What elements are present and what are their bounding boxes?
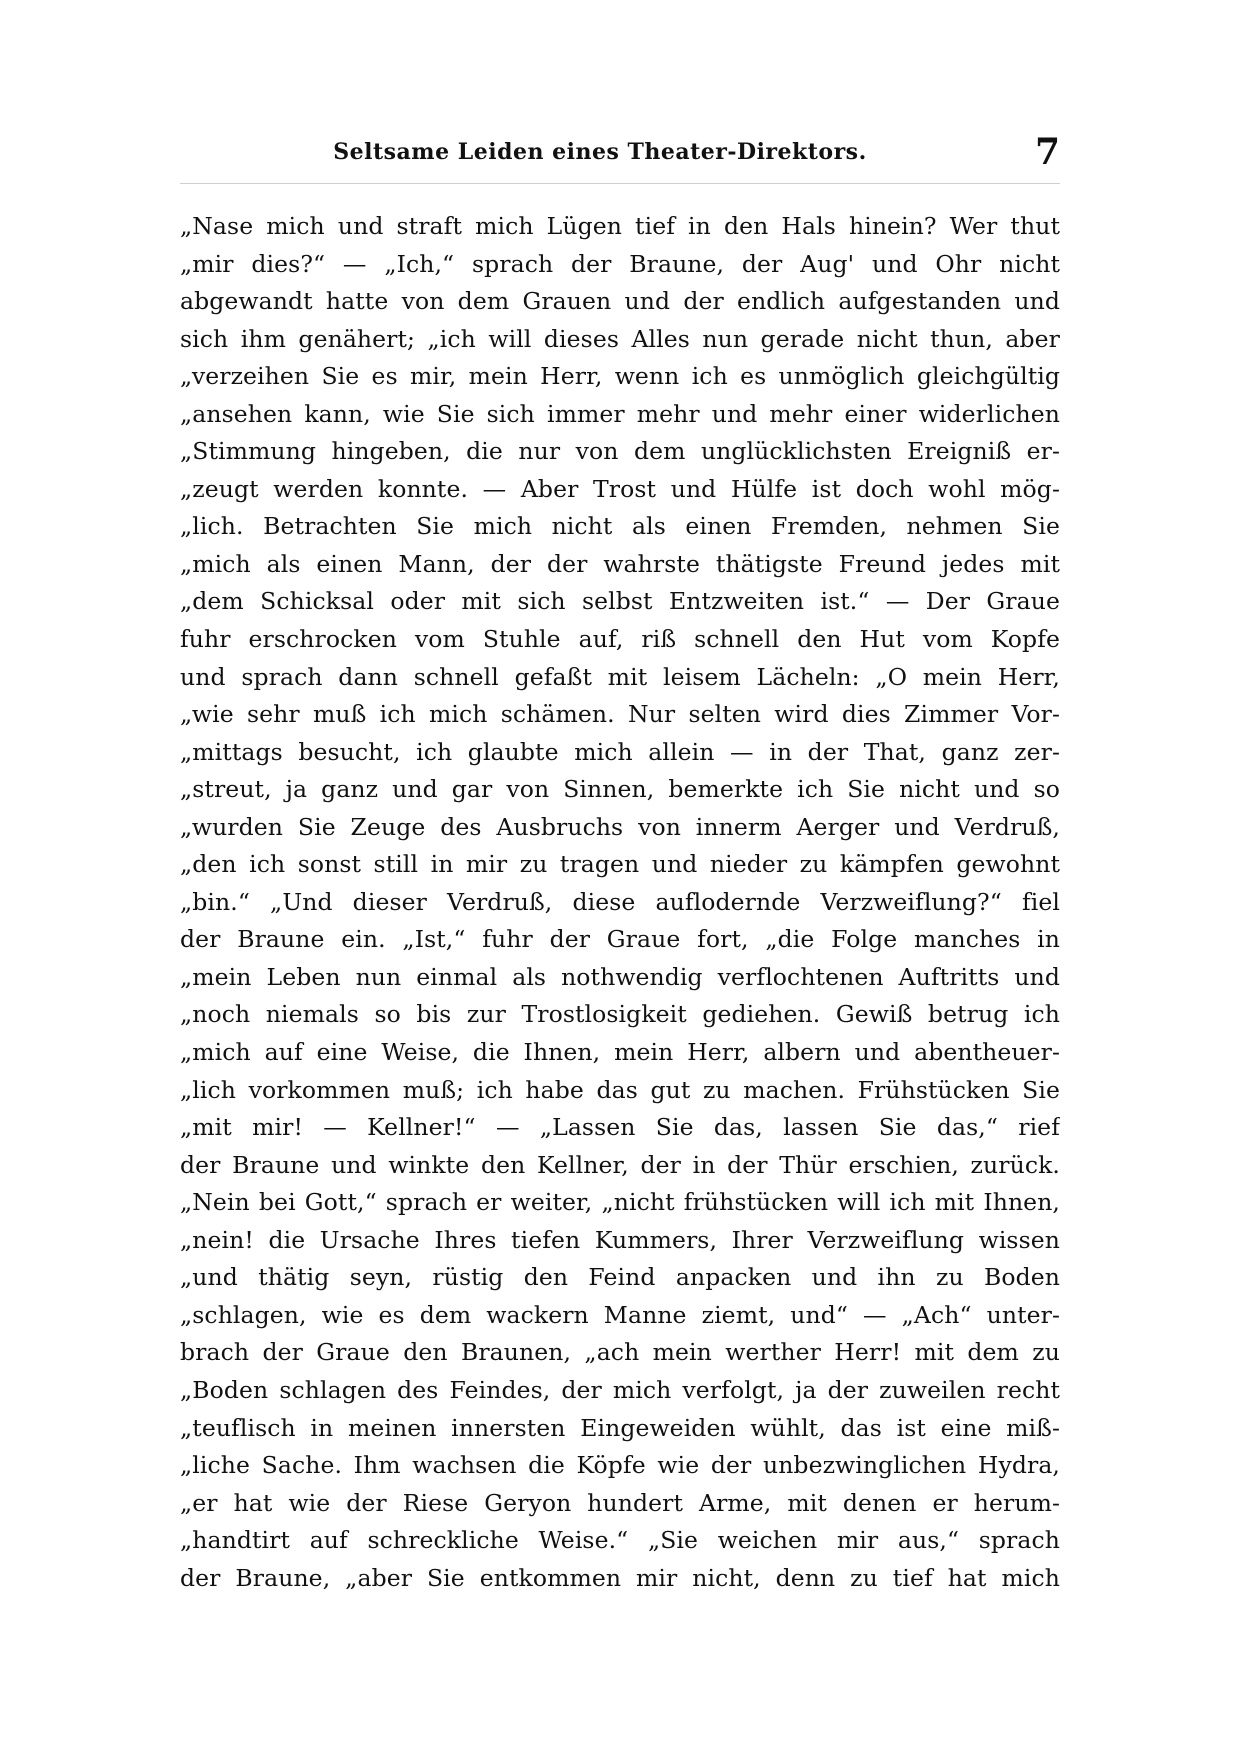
text-line: „den ich sonst still in mir zu tragen und nieder zu kämpfen gewohnt bbox=[180, 850, 1060, 879]
text-line: „und thätig seyn, rüstig den Feind anpacken und ihn zu Boden bbox=[180, 1263, 1060, 1292]
text-line: „nein! die Ursache Ihres tiefen Kummers, Ihrer Verzweiflung wissen bbox=[180, 1225, 1060, 1254]
text-line: „lich vorkommen muß; ich habe das gut zu machen. Frühstücken Sie bbox=[180, 1075, 1060, 1104]
text-line: „mich auf eine Weise, die Ihnen, mein Herr, albern und abentheuer- bbox=[180, 1038, 1060, 1067]
text-line: „zeugt werden konnte. — Aber Trost und Hülfe ist doch wohl mög- bbox=[180, 474, 1060, 503]
text-line: „Nase mich und straft mich Lügen tief in den Hals hinein? Wer thut bbox=[180, 212, 1060, 240]
text-line: „Nein bei Gott,“ sprach er weiter, „nicht frühstücken will ich mit Ihnen, bbox=[180, 1188, 1060, 1217]
page-number: 7 bbox=[1034, 131, 1060, 173]
text-line: „Boden schlagen des Feindes, der mich verfolgt, ja der zuweilen recht bbox=[180, 1375, 1060, 1404]
text-line: abgewandt hatte von dem Grauen und der endlich aufgestanden und bbox=[180, 287, 1060, 316]
body-text bbox=[180, 208, 1060, 1597]
text-line: der Braune ein. „Ist,“ fuhr der Graue fort, „die Folge manches in bbox=[180, 925, 1060, 954]
text-line: „teuflisch in meinen innersten Eingeweiden wühlt, das ist eine miß- bbox=[180, 1413, 1060, 1442]
text-line: „dem Schicksal oder mit sich selbst Entzweiten ist.“ — Der Graue bbox=[180, 587, 1060, 616]
text-line: sich ihm genähert; „ich will dieses Alles nun gerade nicht thun, aber bbox=[180, 324, 1060, 353]
text-line: „liche Sache. Ihm wachsen die Köpfe wie der unbezwinglichen Hydra, bbox=[180, 1451, 1060, 1480]
text-line: „mit mir! — Kellner!“ — „Lassen Sie das, lassen Sie das,“ rief bbox=[180, 1113, 1060, 1142]
text-line: „mir dies?“ — „Ich,“ sprach der Braune, der Aug' und Ohr nicht bbox=[180, 249, 1060, 278]
text-line: „lich. Betrachten Sie mich nicht als einen Fremden, nehmen Sie bbox=[180, 512, 1060, 541]
text-line: „verzeihen Sie es mir, mein Herr, wenn ich es unmöglich gleichgültig bbox=[180, 362, 1060, 391]
text-line: „noch niemals so bis zur Trostlosigkeit gediehen. Gewiß betrug ich bbox=[180, 1000, 1060, 1029]
text-line: der Braune und winkte den Kellner, der in der Thür erschien, zurück. bbox=[180, 1150, 1060, 1179]
text-line: „er hat wie der Riese Geryon hundert Arme, mit denen er herum- bbox=[180, 1488, 1060, 1517]
running-head-title: Seltsame Leiden eines Theater-Direktors. bbox=[333, 139, 867, 165]
text-line: „Stimmung hingeben, die nur von dem unglücklichsten Ereigniß er- bbox=[180, 437, 1060, 466]
text-line: und sprach dann schnell gefaßt mit leisem Lächeln: „O mein Herr, bbox=[180, 662, 1060, 691]
text-line: „mich als einen Mann, der der wahrste thätigste Freund jedes mit bbox=[180, 549, 1060, 578]
text-line: „mittags besucht, ich glaubte mich allein — in der That, ganz zer- bbox=[180, 737, 1060, 766]
text-line: der Braune, „aber Sie entkommen mir nicht, denn zu tief hat mich bbox=[180, 1563, 1060, 1592]
header-rule bbox=[180, 183, 1060, 184]
text-line: „streut, ja ganz und gar von Sinnen, bemerkte ich Sie nicht und so bbox=[180, 775, 1060, 804]
text-line: fuhr erschrocken vom Stuhle auf, riß schnell den Hut vom Kopfe bbox=[180, 625, 1060, 654]
text-line: „wie sehr muß ich mich schämen. Nur selten wird dies Zimmer Vor- bbox=[180, 700, 1060, 729]
text-line: „ansehen kann, wie Sie sich immer mehr und mehr einer widerlichen bbox=[180, 399, 1060, 428]
running-head bbox=[180, 133, 1060, 173]
text-line: „mein Leben nun einmal als nothwendig verflochtenen Auftritts und bbox=[180, 962, 1060, 991]
text-line: „wurden Sie Zeuge des Ausbruchs von innerm Aerger und Verdruß, bbox=[180, 812, 1060, 841]
text-line: „handtirt auf schreckliche Weise.“ „Sie weichen mir aus,“ sprach bbox=[180, 1526, 1060, 1555]
text-line: brach der Graue den Braunen, „ach mein werther Herr! mit dem zu bbox=[180, 1338, 1060, 1367]
text-line: „schlagen, wie es dem wackern Manne ziemt, und“ — „Ach“ unter- bbox=[180, 1300, 1060, 1329]
text-line: „bin.“ „Und dieser Verdruß, diese auflodernde Verzweiflung?“ fiel bbox=[180, 887, 1060, 916]
